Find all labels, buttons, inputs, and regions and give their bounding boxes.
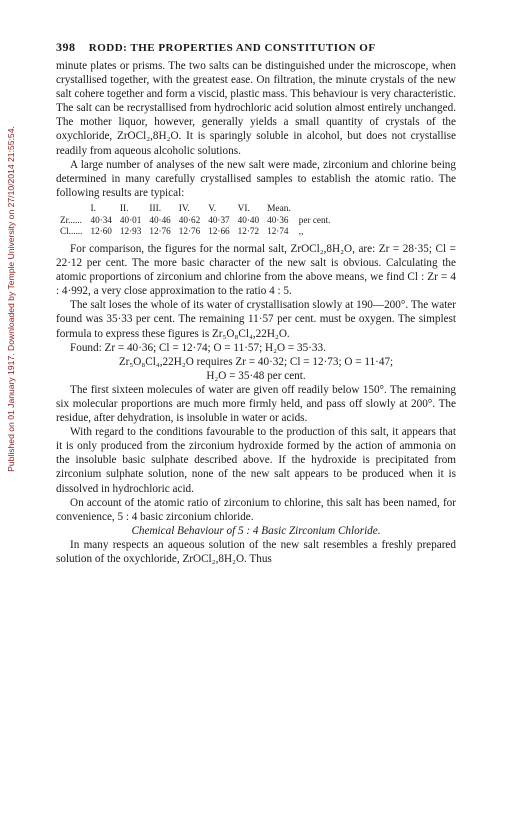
running-header — [56, 40, 456, 55]
table-header-cell: I. — [90, 203, 96, 214]
watermark-text: Published on 01 January 1917. Downloaded by Temple University on 27/10/2014 21:55:54. — [6, 126, 16, 472]
running-title: RODD: THE PROPERTIES AND CONSTITUTION OF — [88, 42, 376, 54]
table-cell: Zr...... — [60, 214, 82, 225]
table-header-cell: IV. — [178, 203, 190, 214]
paragraph: For comparison, the figures for the normal salt, ZrOCl₂,8H₂O, are: Zr = 28·35; Cl = 22·12 per cent. The more basic character of the new salt is obvious. Calculating the atomic proportions of zirconium and chlorine from the above means, we find Cl : Zr = 4 : 4·992, a very close approximation to the ratio 4 : 5. — [56, 242, 456, 298]
table-cell: 12·60 — [90, 225, 112, 236]
table-header-cell: III. — [149, 203, 162, 214]
table-header-cell: Mean. — [267, 203, 291, 214]
paragraph: A large number of analyses of the new salt were made, zirconium and chlorine being determined in many carefully crystallised samples to establish the atomic ratio. The following results are typical: — [56, 158, 456, 199]
found-formula: Found: Zr = 40·36; Cl = 12·74; O = 11·57; H₂O = 35·33. — [70, 341, 326, 354]
table-cell: Cl...... — [60, 225, 83, 236]
table-header-cell — [295, 204, 335, 215]
table-row — [56, 226, 334, 237]
paragraph: In many respects an aqueous solution of the new salt resembles a freshly prepared solution of the oxychloride, ZrOCl₂,8H₂O. Thus — [56, 538, 456, 565]
table-header-cell: VI. — [237, 203, 250, 214]
table-row — [56, 215, 334, 226]
table-cell: 40·01 — [119, 214, 142, 225]
table-header-row — [56, 204, 334, 215]
requires-formula: Zr₅O₈Cl₄,22H₂O requires Zr = 40·32; Cl = 12·73; O = 11·47; — [118, 355, 394, 368]
section-heading: Chemical Behaviour of 5 : 4 Basic Zirconium Chloride. — [131, 524, 381, 537]
download-watermark — [3, 84, 19, 514]
table-cell: 40·37 — [208, 214, 230, 225]
table-cell: 12·72 — [237, 225, 260, 236]
paragraph: On account of the atomic ratio of zirconium to chlorine, this salt has been named, for convenience, 5 : 4 basic zirconium chloride. — [56, 496, 456, 523]
table-cell: 40·40 — [237, 214, 260, 225]
table-cell: per cent. — [298, 214, 331, 225]
paragraph: minute plates or prisms. The two salts can be distinguished under the microscope, when crystallised together, with the greatest ease. On filtration, the minute crystals of the new salt cohere together and form a viscid, plastic mass. This behaviour is very characteristic. The salt can be recrystallised from hydrochloric acid solution almost entirely unchanged. The mother liquor, however, generally yields a small quantity of crystals of the oxychloride, ZrOCl₂,8H₂O. It is sparingly soluble in alcohol, but does not crystallise readily from aqueous alcoholic solutions. — [56, 60, 456, 157]
table-cell: 12·76 — [178, 225, 201, 236]
requires-formula-cont: H₂O = 35·48 per cent. — [206, 369, 306, 382]
analysis-table — [56, 204, 334, 237]
table-cell: ,, — [298, 225, 304, 236]
table-cell: 12·76 — [149, 225, 171, 236]
table-cell: 40·62 — [178, 214, 201, 225]
paragraph: With regard to the conditions favourable to the production of this salt, it appears that it is only produced from the zirconium hydroxide formed by the action of ammonia on the insoluble basic sulphate described above. If the hydroxide is precipitated from zirconium sulphate solution, none of the new salt appears to be produced when it is dissolved in hydrochloric acid. — [56, 426, 456, 495]
paragraph: The salt loses the whole of its water of crystallisation slowly at 190—200°. The water found was 35·33 per cent. The remaining 11·57 per cent. must be oxygen. The simplest formula to express these figures is Zr₅O₈Cl₄,22H₂O. — [56, 299, 456, 340]
page-number: 398 — [56, 40, 76, 54]
table-header-cell — [56, 204, 86, 215]
table-cell: 12·93 — [119, 225, 142, 236]
table-header-cell: V. — [208, 203, 217, 214]
table-cell: 40·46 — [149, 214, 171, 225]
table-header-cell: II. — [119, 203, 129, 214]
page-body — [56, 59, 456, 566]
table-cell: 12·66 — [208, 225, 230, 236]
table-cell: 40·34 — [90, 214, 112, 225]
table-cell: 40·36 — [267, 214, 289, 225]
table-cell: 12·74 — [267, 225, 289, 236]
paragraph: The first sixteen molecules of water are given off readily below 150°. The remaining six molecular proportions are much more firmly held, and pass off slowly at 200°. The residue, after dehydration, is insoluble in water or acids. — [56, 383, 456, 425]
